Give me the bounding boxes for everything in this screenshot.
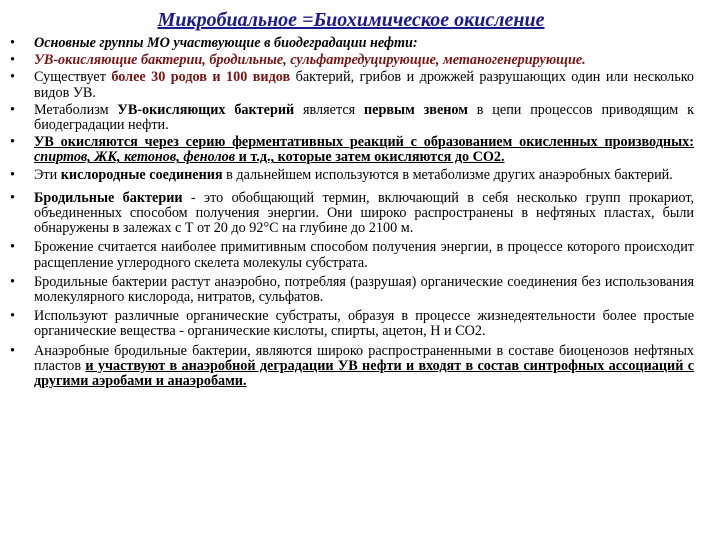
- slide-title: Микробиальное =Биохимическое окисление: [157, 9, 545, 31]
- item-text: является: [294, 101, 364, 118]
- list-item: [8, 135, 694, 165]
- list-item: [8, 53, 694, 68]
- bullet-glyph: •: [10, 69, 15, 86]
- bullet-glyph: •: [10, 101, 15, 118]
- list-item: [8, 70, 694, 100]
- item-text: Используют различные органические субстраты, образуя в процессе жизнедеятельности более простые органические вещества - органические кислоты, спирты, ацетон, Н и СО2.: [34, 308, 694, 340]
- bullet-glyph: •: [10, 239, 15, 256]
- item-text: Брожение считается наиболее примитивным способом получения энергии, в процессе которого происходит расщепление углеродного скелета молекулы субстрата.: [34, 239, 694, 271]
- item-text: бактерий, грибов и дрожжей разрушающих один или несколько видов УВ.: [34, 69, 694, 101]
- list-item: [8, 240, 694, 270]
- item-text: Эти: [34, 166, 61, 183]
- list-item: [8, 168, 694, 183]
- bullet-list-group-2: [8, 191, 694, 389]
- emphasis-text: УВ окисляются через серию ферментативных реакций с образованием окисленных производных:: [34, 134, 694, 151]
- emphasis-text: кислородные соединения: [60, 166, 223, 183]
- emphasis-text: и т.д., которые затем окисляются до СО2.: [235, 149, 505, 166]
- list-item: [8, 36, 694, 51]
- emphasis-text: УВ-окисляющих бактерий: [117, 101, 295, 118]
- emphasis-text: более 30 родов и 100 видов: [111, 69, 291, 86]
- item-text: Существует: [34, 69, 112, 86]
- bullet-list-group-1: [8, 36, 694, 183]
- bullet-glyph: •: [10, 308, 15, 325]
- list-item: [8, 275, 694, 305]
- emphasis-text: и участвуют в анаэробной деградации УВ нефти и входят в состав синтрофных ассоциаций с другими аэробами и анаэробами.: [34, 357, 694, 390]
- item-text: в дальнейшем используются в метаболизме других анаэробных бактерий.: [222, 166, 673, 183]
- emphasis-text: Бродильные бактерии: [34, 189, 183, 206]
- list-item: [8, 191, 694, 237]
- emphasis-text: спиртов, ЖК, кетонов, фенолов: [34, 149, 236, 166]
- item-text: в цепи процессов приводящим к биодеградации нефти.: [34, 101, 694, 134]
- emphasis-text: первым звеном: [364, 101, 468, 118]
- bullet-glyph: •: [10, 134, 15, 151]
- list-item: [8, 344, 694, 390]
- item-text: Анаэробные бродильные бактерии, являются широко распространенными в составе биоценозов нефтяных пластов: [34, 342, 694, 374]
- item-text: Бродильные бактерии растут анаэробно, потребляя (разрушая) органические соединения без использования молекулярного кислорода, нитратов, сульфатов.: [34, 273, 694, 306]
- list-item: [8, 309, 694, 339]
- bullet-glyph: •: [10, 342, 15, 359]
- bullet-glyph: •: [10, 189, 15, 206]
- item-text: Основные группы МО участвующие в биодеградации нефти:: [34, 35, 418, 51]
- item-text: УВ-окисляющие бактерии, бродильные, сульфатредуцирующие, метаногенерирующие.: [34, 52, 586, 69]
- item-text: Метаболизм: [34, 101, 118, 118]
- bullet-glyph: •: [10, 35, 15, 51]
- bullet-glyph: •: [10, 52, 15, 69]
- item-text: - это обобщающий термин, включающий в себя несколько групп прокариот, объединенных способом получения энергии. Они широко распространены в нефтяных пластах, были обнаружены в залежах с Т от 20 до 92°С на глубине до 2100 м.: [34, 189, 694, 237]
- bullet-glyph: •: [10, 166, 15, 183]
- list-item: [8, 103, 694, 133]
- bullet-glyph: •: [10, 273, 15, 290]
